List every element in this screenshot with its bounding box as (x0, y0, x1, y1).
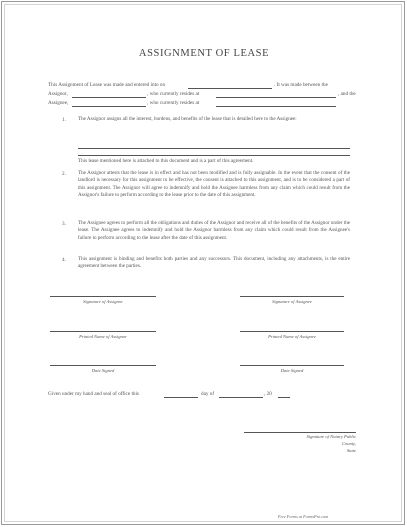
notary-line-3: State (346, 447, 356, 453)
assignor-signature-line[interactable] (50, 296, 156, 297)
document-page (1, 1, 405, 525)
assignor-address-line[interactable] (216, 97, 336, 98)
clause-1-text: The Assignor assigns all the interest, burdens, and benefits of the lease that is detailed here to the Assignee: (78, 116, 297, 122)
document-title: ASSIGNMENT OF LEASE (138, 48, 270, 59)
clause-1-number: 1. (62, 117, 66, 123)
assignee-date-line[interactable] (240, 365, 344, 366)
clause-1-note: This lease mentioned here is attached to this document and is a part of this agreement. (78, 158, 254, 164)
clause-2-text: The Assignor attests that the lease is in effect and has not been modified and is fully assignable. In the event that the consent of the landlord is necessary for this assignment to be effective, the consent is attached to this assignment, and is to be considered a part of this assignment. The Assignor will agree to indemnify and hold the Assignee harmless from any claim which could result from the Assignor's failure to perform according to the lease prior to the date of this assignment. (78, 170, 350, 198)
clause-3-text: The Assignee agrees to perform all the obligations and duties of the Assignor and receive all of the benefits of the Assignor under the lease. The Assignee agrees to indemnify and hold the Assignor harmless from any claim which could result from the Assignee's failure to perform according to the lease after the date of this assignment. (78, 220, 350, 241)
intro-line2-text-a: Assignor, (48, 91, 68, 97)
notary-signature-caption (244, 434, 356, 454)
assignee-date-caption: Date Signed (280, 368, 304, 373)
assignor-printed-name-line[interactable] (50, 331, 156, 332)
assignor-date-line[interactable] (50, 365, 156, 366)
given-under-text-c: , 20 (264, 391, 272, 397)
intro-line1-text-b: . It was made between the (274, 82, 328, 88)
assignor-name-line[interactable] (72, 97, 146, 98)
notary-line-2: County, (341, 440, 356, 446)
given-day-line[interactable] (164, 397, 198, 398)
notary-line-1: Signature of Notary Public (306, 434, 356, 439)
given-under-text-b: day of (201, 391, 215, 397)
assignor-date-caption: Date Signed (91, 368, 115, 373)
given-year-line[interactable] (278, 397, 290, 398)
assignee-printed-name-line[interactable] (240, 331, 344, 332)
clause-2-number: 2. (62, 171, 66, 177)
footer-credit: Free Forms at FormsPro.com (278, 514, 329, 519)
assignee-signature-line[interactable] (240, 296, 344, 297)
intro-line3-text-b: , who currently resides at (147, 100, 200, 106)
given-month-line[interactable] (219, 397, 263, 398)
notary-signature-line[interactable] (244, 432, 356, 433)
assignee-name-line[interactable] (72, 106, 146, 107)
intro-line3-text-a: Assignee, (48, 100, 69, 106)
intro-line2-text-b: , who currently resides at (147, 91, 200, 97)
clause-4-number: 4. (62, 257, 66, 263)
intro-line2-text-c: , and the (338, 91, 356, 97)
clause-4-text: This assignment is binding and benefits both parties and any successors. This document, including any attachments, is the entire agreement between the parties. (78, 256, 350, 270)
assignor-printed-name-caption: Printed Name of Assignor (79, 334, 127, 339)
clause-3-number: 3. (62, 221, 66, 227)
assignee-address-line[interactable] (216, 106, 336, 107)
lease-description-line-2[interactable] (78, 155, 350, 156)
assignor-signature-caption: Signature of Assignor (83, 299, 123, 304)
given-under-text-a: Given under my hand and seal of office this (48, 391, 139, 397)
intro-line1-text-a: This Assignment of Lease was made and entered into on (48, 82, 166, 88)
assignee-printed-name-caption: Printed Name of Assignee (268, 334, 316, 339)
lease-description-line-1[interactable] (78, 148, 350, 149)
agreement-date-line[interactable] (188, 88, 272, 89)
assignee-signature-caption: Signature of Assignee (272, 299, 312, 304)
